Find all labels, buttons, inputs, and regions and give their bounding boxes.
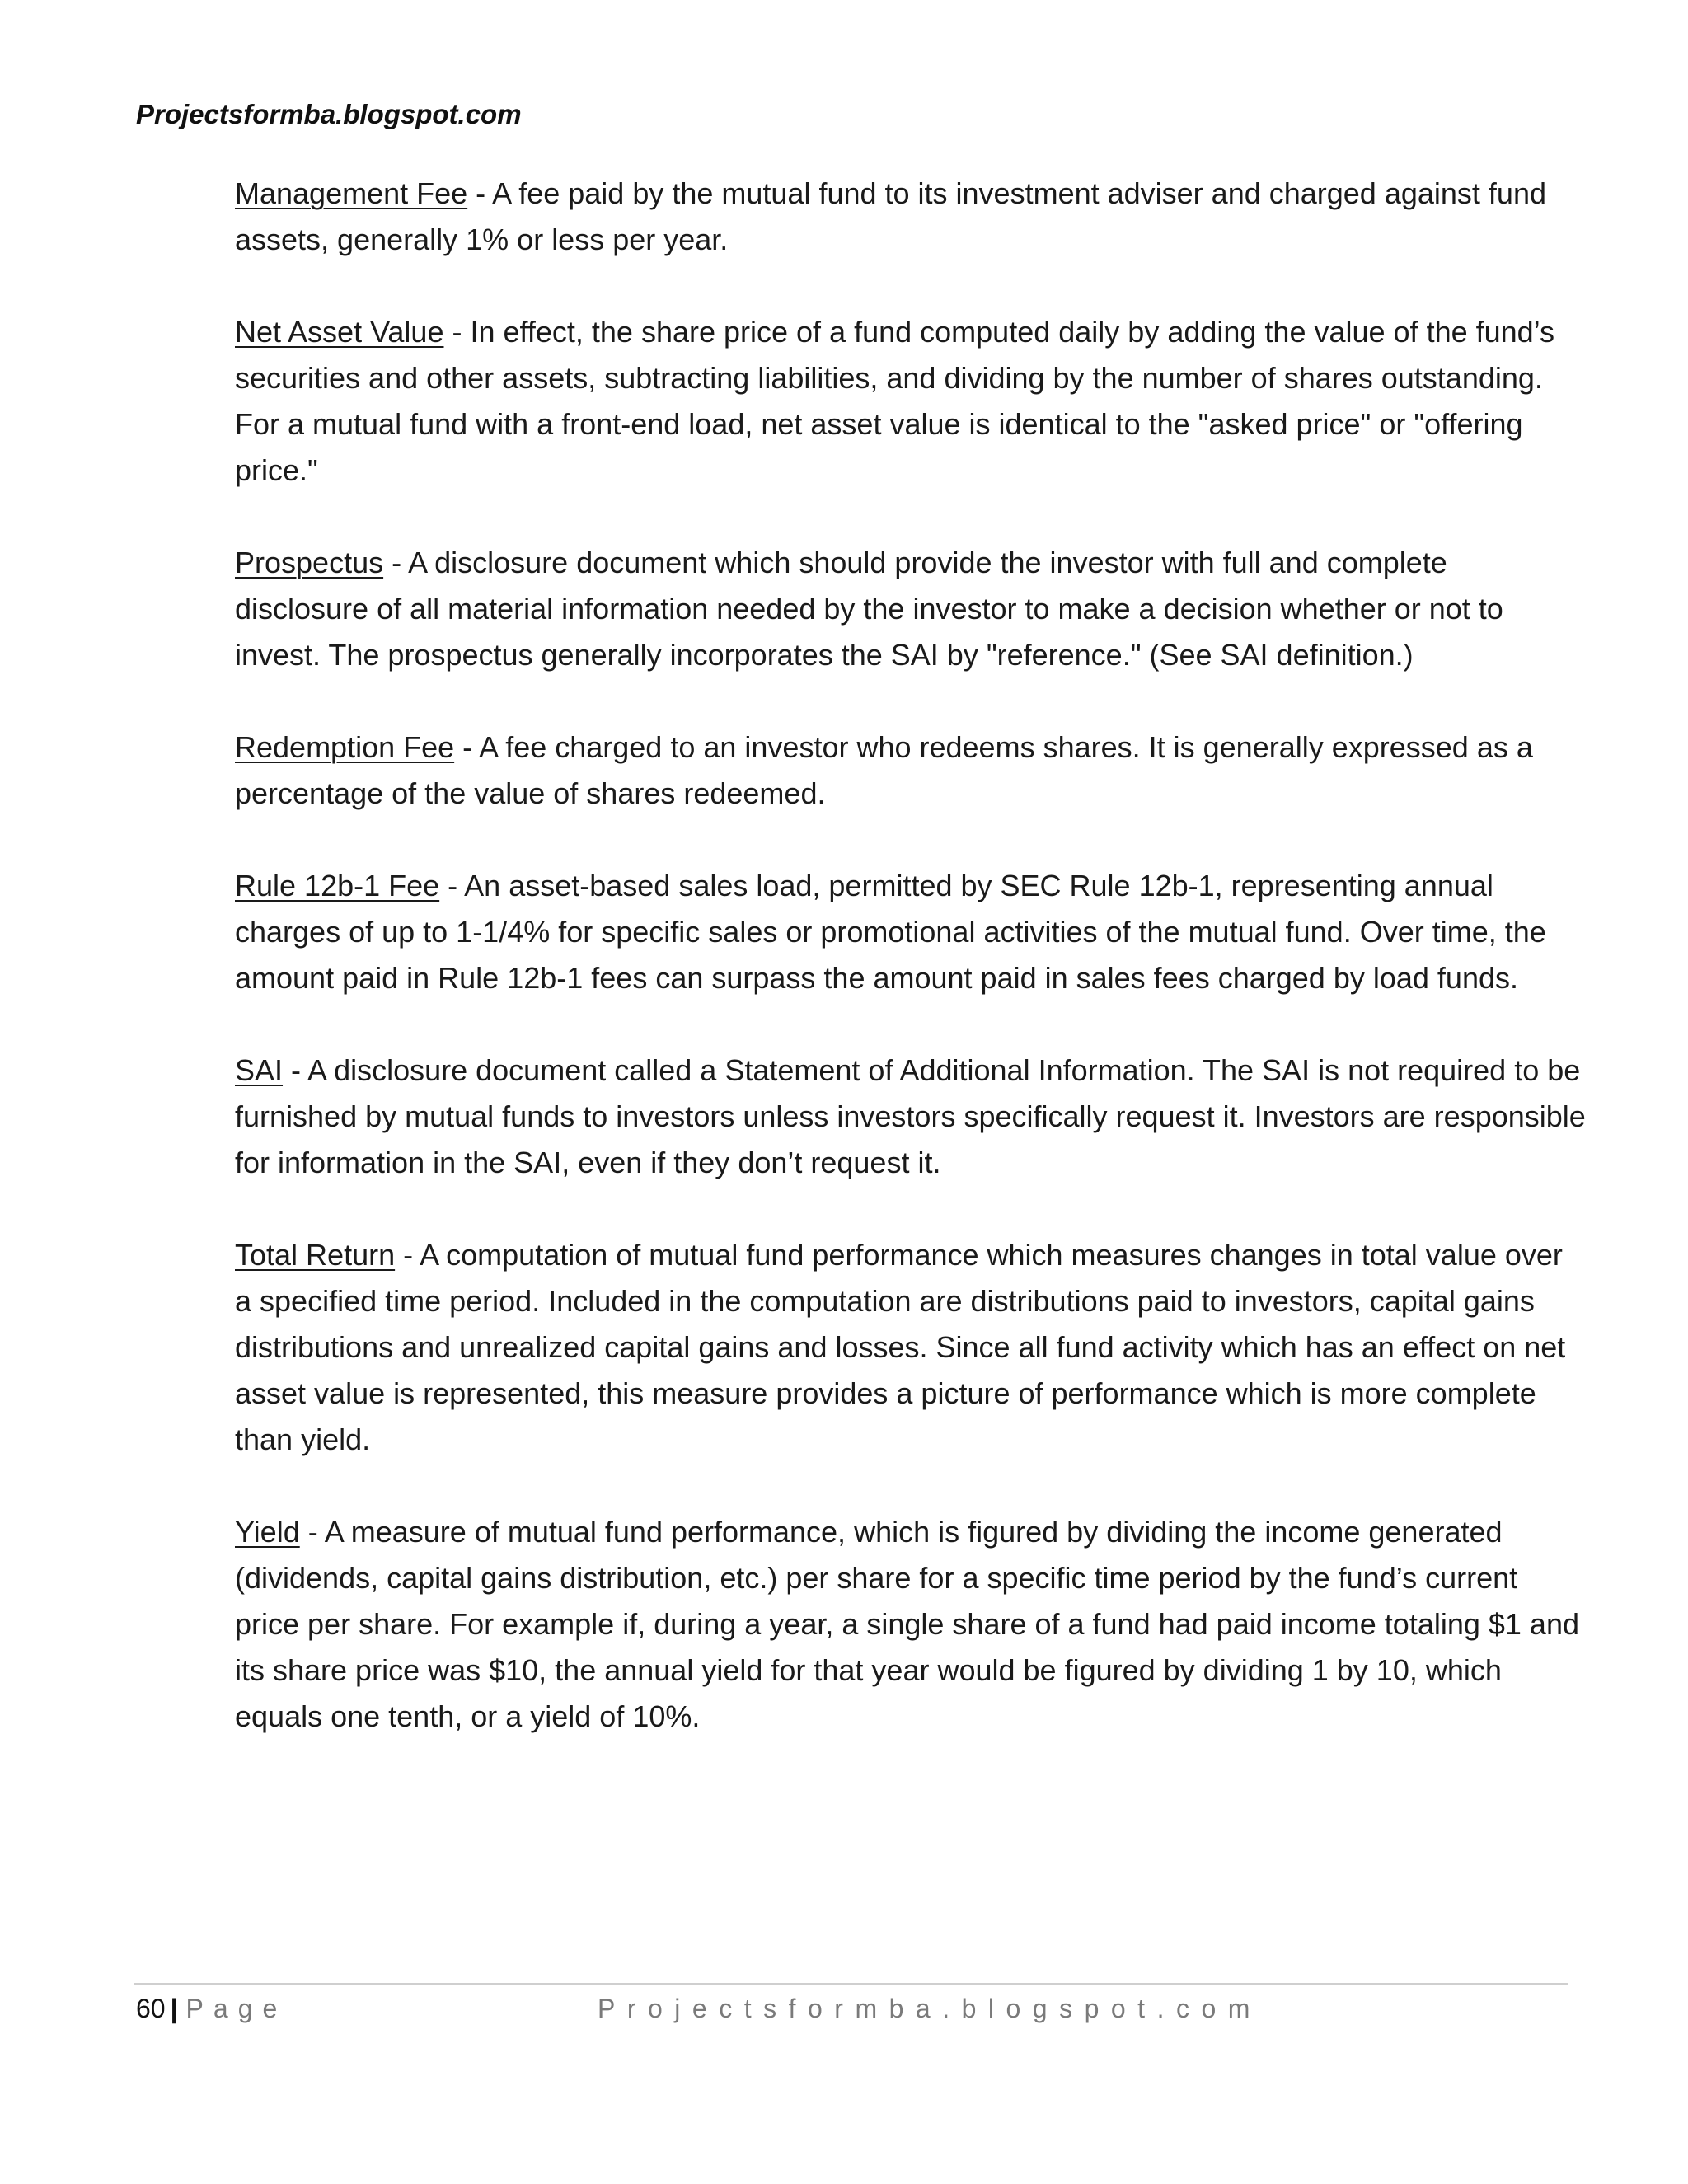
glossary-definition: - A fee paid by the mutual fund to its investment adviser and charged against fund assets, generally 1% or less per year. (235, 176, 1546, 256)
page-header-site: Projectsformba.blogspot.com (136, 99, 522, 129)
glossary-term: Net Asset Value (235, 315, 444, 349)
glossary-definition: - An asset-based sales load, permitted by SEC Rule 12b-1, representing annual charges of up to 1-1/4% for specific sales or promotional activities of the mutual fund. Over time, the amount paid in Rule 12b-1 fees can surpass the amount paid in sales fees charged by load funds. (235, 869, 1546, 995)
glossary-entry-prospectus (235, 540, 1587, 678)
page-footer (136, 1988, 1570, 2029)
glossary-list (235, 171, 1587, 1786)
glossary-entry-net-asset-value (235, 309, 1587, 494)
glossary-definition: - A disclosure document called a Statement of Additional Information. The SAI is not required to be furnished by mutual funds to investors unless investors specifically request it. Investors are responsible for information in the SAI, even if they don’t request it. (235, 1053, 1586, 1179)
footer-divider (134, 1983, 1568, 1985)
glossary-entry-management-fee (235, 171, 1587, 263)
glossary-term: Yield (235, 1515, 300, 1549)
glossary-entry-rule-12b-1-fee (235, 863, 1587, 1001)
page-number: 60 (136, 1994, 166, 2023)
glossary-definition: - In effect, the share price of a fund computed daily by adding the value of the fund’s securities and other assets, subtracting liabilities, and dividing by the number of shares outstanding. For a mutual fund with a front-end load, net asset value is identical to the "asked price" or "offering price." (235, 315, 1555, 487)
glossary-term: Total Return (235, 1238, 396, 1272)
glossary-definition: - A measure of mutual fund performance, which is figured by dividing the income generated (dividends, capital gains distribution, etc.) per share for a specific time period by the fund’s current price per share. For example if, during a year, a single share of a fund had paid income totaling $1 and its share price was $10, the annual yield for that year would be figured by dividing 1 by 10, which equals one tenth, or a yield of 10%. (235, 1515, 1579, 1733)
footer-site: Projectsformba.blogspot.com (598, 1994, 1262, 2023)
glossary-definition: - A disclosure document which should provide the investor with full and complete disclosure of all material information needed by the investor to make a decision whether or not to invest. The prospectus generally incorporates the SAI by "reference." (See SAI definition.) (235, 546, 1503, 672)
glossary-definition: - A computation of mutual fund performance which measures changes in total value over a specified time period. Included in the computation are distributions paid to investors, capital gains distributions and unrealized capital gains and losses. Since all fund activity which has an effect on net asset value is represented, this measure provides a picture of performance which is more complete than yield. (235, 1238, 1566, 1456)
footer-separator: | (170, 1994, 178, 2023)
glossary-term: SAI (235, 1053, 284, 1087)
glossary-term: Rule 12b-1 Fee (235, 869, 440, 902)
glossary-entry-sai (235, 1047, 1587, 1186)
glossary-entry-yield (235, 1509, 1587, 1740)
page-label: Page (185, 1994, 288, 2023)
glossary-definition: - A fee charged to an investor who redeems shares. It is generally expressed as a percentage of the value of shares redeemed. (235, 730, 1533, 810)
glossary-term: Redemption Fee (235, 730, 455, 764)
glossary-entry-redemption-fee (235, 724, 1587, 817)
glossary-entry-total-return (235, 1232, 1587, 1463)
glossary-term: Management Fee (235, 176, 468, 210)
glossary-term: Prospectus (235, 546, 384, 579)
